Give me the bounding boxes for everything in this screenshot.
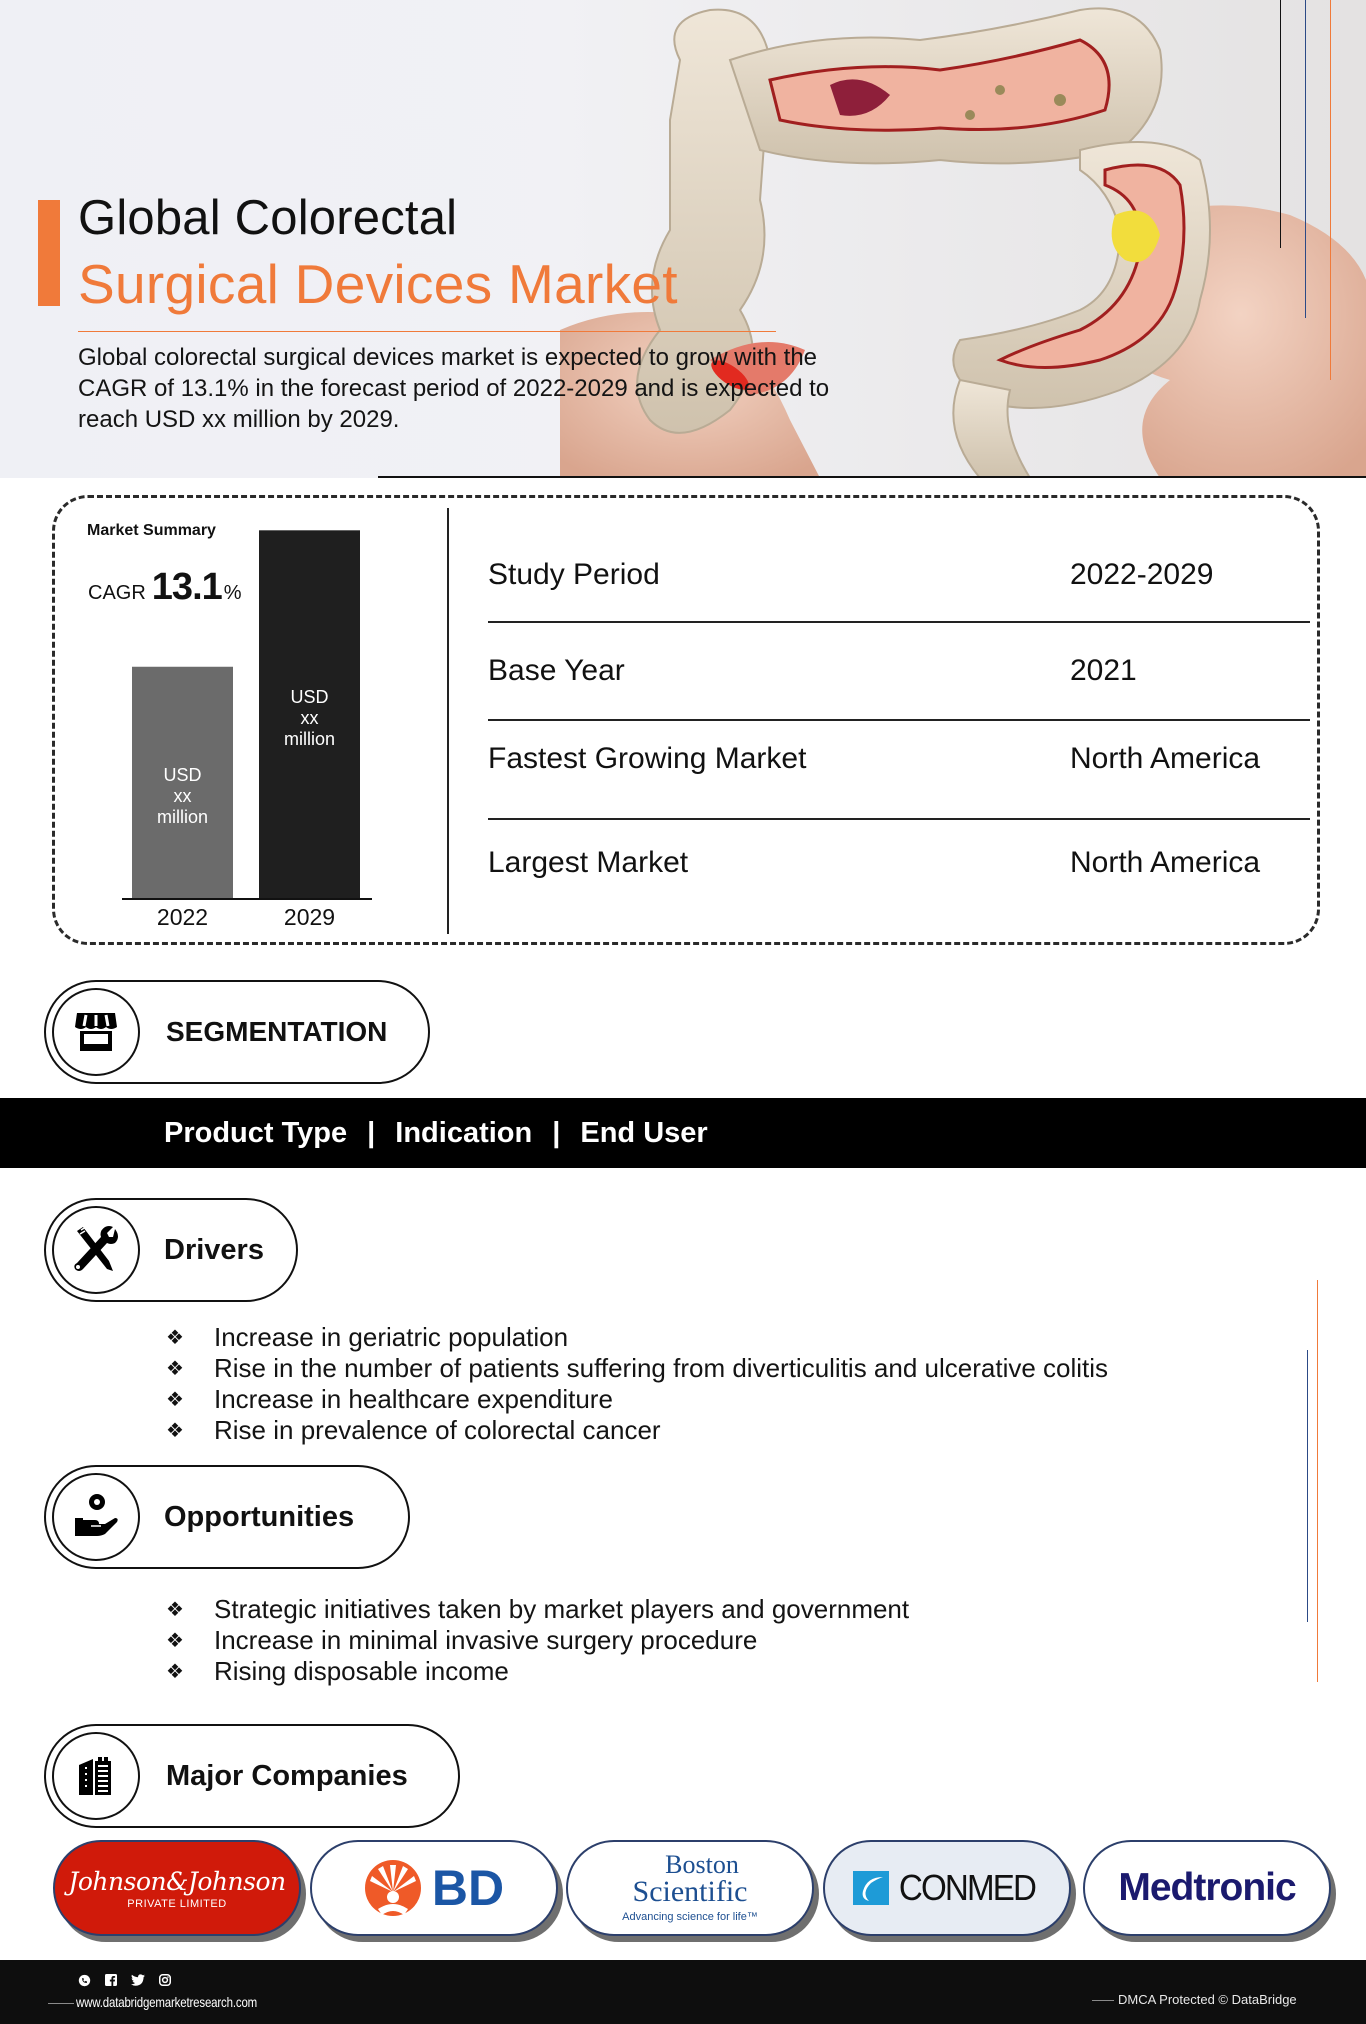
segment-separator: | xyxy=(552,1116,561,1149)
stat-label-fastest-growing: Fastest Growing Market xyxy=(488,742,807,775)
list-item xyxy=(166,1625,909,1656)
stat-label-base-year: Base Year xyxy=(488,654,625,687)
company-logo-johnson-johnson[interactable] xyxy=(53,1840,301,1936)
conmed-mark-icon xyxy=(853,1871,889,1905)
list-item xyxy=(166,1594,909,1625)
decorative-line-orange xyxy=(1317,1280,1318,1682)
stat-divider xyxy=(488,719,1310,721)
list-item xyxy=(166,1656,909,1687)
bar-data-label-2029 xyxy=(259,687,360,750)
segmentation-header xyxy=(44,980,430,1084)
icon-circle xyxy=(52,988,140,1076)
boston-tagline: Advancing science for life™ xyxy=(622,1910,758,1923)
conmed-wordmark: CONMED xyxy=(898,1867,1036,1908)
icon-circle xyxy=(52,1473,140,1561)
cagr-label: CAGR xyxy=(88,582,146,604)
market-description: Global colorectal surgical devices market is expected to grow with the CAGR of 13.1% in the forecast period of 2022-2029 and is expected to reach USD xx million by 2029. xyxy=(78,344,830,433)
bd-wordmark: BD xyxy=(431,1860,505,1916)
driver-text: Increase in healthcare expenditure xyxy=(214,1384,613,1414)
hand-coin-icon xyxy=(69,1490,123,1544)
page-title-line-1: Global Colorectal xyxy=(78,191,458,245)
bar-data-label-line: million xyxy=(156,806,208,827)
decorative-line-black xyxy=(1280,0,1281,248)
segment-end-user[interactable]: End User xyxy=(580,1116,708,1149)
x-tick-label-2029: 2029 xyxy=(283,904,336,930)
decorative-line-blue xyxy=(1305,0,1306,318)
facebook-icon[interactable] xyxy=(103,1972,119,1988)
opportunity-text: Rising disposable income xyxy=(214,1656,509,1686)
summary-divider xyxy=(447,508,449,934)
list-item xyxy=(166,1322,1108,1353)
diamond-bullet-icon: ❖ xyxy=(166,1389,184,1411)
bar-data-label-line: xx xyxy=(173,785,192,806)
driver-text: Rise in the number of patients suffering from diverticulitis and ulcerative colitis xyxy=(214,1353,1109,1383)
list-item xyxy=(166,1415,1108,1446)
segment-product-type[interactable]: Product Type xyxy=(164,1116,348,1149)
opportunities-title: Opportunities xyxy=(164,1500,355,1533)
bar-data-label-line: million xyxy=(283,729,335,750)
stat-divider xyxy=(488,621,1310,623)
company-logo-boston-scientific[interactable] xyxy=(566,1840,814,1936)
drivers-header xyxy=(44,1198,298,1302)
company-logo-bd[interactable] xyxy=(310,1840,558,1936)
decorative-line-blue xyxy=(1307,1350,1308,1622)
segmentation-title: SEGMENTATION xyxy=(166,1016,388,1047)
footer-rule xyxy=(1092,2000,1114,2001)
icon-circle xyxy=(52,1206,140,1294)
driver-text: Increase in geriatric population xyxy=(214,1322,569,1352)
jnj-wordmark: Johnson&Johnson xyxy=(68,1866,286,1896)
diamond-bullet-icon: ❖ xyxy=(166,1630,184,1652)
segmentation-bar xyxy=(0,1098,1366,1168)
stat-value-study-period: 2022-2029 xyxy=(1070,558,1214,591)
stat-divider xyxy=(488,818,1310,820)
list-item xyxy=(166,1384,1108,1415)
cagr-unit: % xyxy=(223,582,242,604)
cagr-value: 13.1 xyxy=(151,566,222,608)
page-title-line-2: Surgical Devices Market xyxy=(78,253,678,315)
diamond-bullet-icon: ❖ xyxy=(166,1327,184,1349)
list-item xyxy=(166,1353,1108,1384)
opportunity-text: Increase in minimal invasive surgery procedure xyxy=(214,1625,758,1655)
stat-value-base-year: 2021 xyxy=(1070,654,1137,687)
tools-icon xyxy=(69,1223,123,1277)
dmca-notice: DMCA Protected © DataBridge xyxy=(1118,1992,1297,2007)
stat-label-study-period: Study Period xyxy=(488,558,660,591)
medtronic-wordmark: Medtronic xyxy=(1118,1866,1296,1909)
jnj-subtitle: PRIVATE LIMITED xyxy=(127,1897,227,1910)
x-tick-label-2022: 2022 xyxy=(156,904,209,930)
storefront-icon xyxy=(71,1007,121,1057)
companies-header xyxy=(44,1724,460,1828)
social-links xyxy=(76,1972,173,1988)
diamond-bullet-icon: ❖ xyxy=(166,1661,184,1683)
footer-rule xyxy=(48,2003,74,2004)
stat-value-largest-market: North America xyxy=(1070,846,1261,879)
boston-wordmark-1: Boston xyxy=(665,1849,739,1879)
bar-data-label-line: USD xyxy=(290,687,329,708)
drivers-list xyxy=(166,1322,1108,1446)
decorative-line-orange xyxy=(1330,0,1331,380)
opportunities-header xyxy=(44,1465,410,1569)
bar-data-label-2022 xyxy=(132,765,233,828)
company-logo-conmed[interactable] xyxy=(823,1840,1071,1936)
driver-text: Rise in prevalence of colorectal cancer xyxy=(214,1415,661,1445)
stat-label-largest-market: Largest Market xyxy=(488,846,689,879)
diamond-bullet-icon: ❖ xyxy=(166,1358,184,1380)
opportunity-text: Strategic initiatives taken by market players and government xyxy=(214,1594,910,1624)
segment-indication[interactable]: Indication xyxy=(395,1116,533,1149)
diamond-bullet-icon: ❖ xyxy=(166,1599,184,1621)
website-link[interactable]: www.databridgemarketresearch.com xyxy=(76,1994,258,2010)
segment-separator: | xyxy=(367,1116,376,1149)
diamond-bullet-icon: ❖ xyxy=(166,1420,184,1442)
instagram-icon[interactable] xyxy=(157,1972,173,1988)
footer xyxy=(0,1960,1366,2024)
companies-title: Major Companies xyxy=(166,1759,408,1792)
twitter-icon[interactable] xyxy=(130,1972,146,1988)
whatsapp-icon[interactable] xyxy=(76,1972,92,1988)
company-logo-medtronic[interactable] xyxy=(1083,1840,1331,1936)
hero-divider xyxy=(378,476,1366,478)
bar-data-label-line: USD xyxy=(163,764,202,785)
market-summary-title: Market Summary xyxy=(87,522,216,539)
bar-data-label-line: xx xyxy=(300,708,319,729)
icon-circle xyxy=(52,1732,140,1820)
buildings-icon xyxy=(71,1751,121,1801)
boston-wordmark-2: Scientific xyxy=(632,1874,748,1908)
opportunities-list xyxy=(166,1594,909,1687)
drivers-title: Drivers xyxy=(164,1233,264,1266)
stat-value-fastest-growing: North America xyxy=(1070,742,1261,775)
bd-starburst-icon xyxy=(364,1859,422,1917)
